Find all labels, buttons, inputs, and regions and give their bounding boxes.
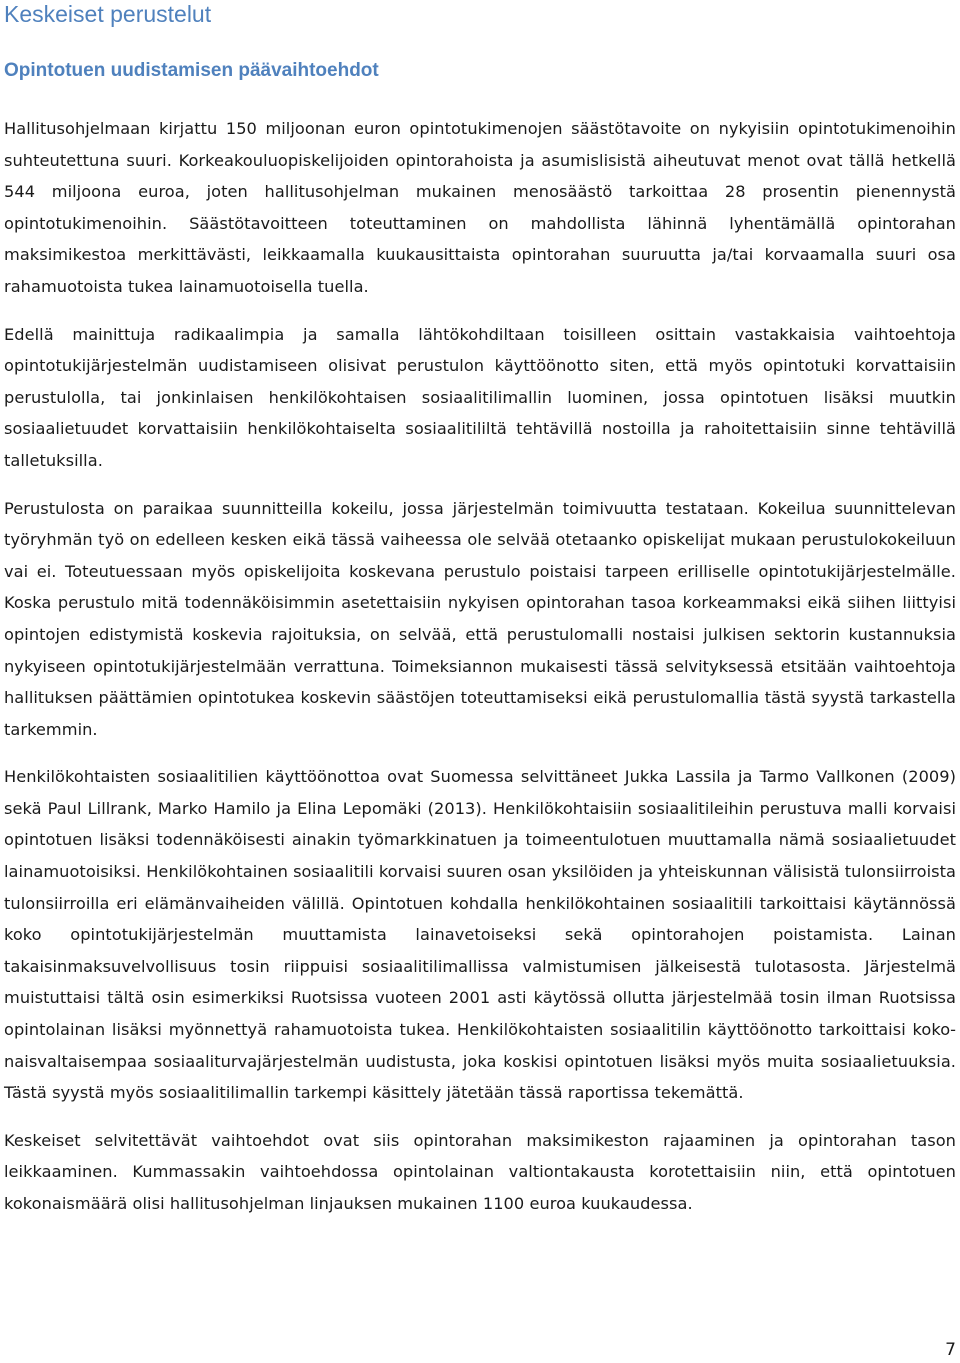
paragraph-5: Keskeiset selvitettävät vaihtoehdot ovat siis opintorahan maksimikeston rajaaminen ja opintorahan tason leikkaaminen. Kummassakin vaihtoehdossa opintolainan valtiontakausta korotettaisiin niin, että opintotuen kokonaismäärä olisi hallitusohjelman linjauksen mukainen 1100 euroa kuukaudessa. <box>4 1130 956 1213</box>
subsection-heading: Opintotuen uudistamisen päävaihtoehdot <box>4 60 379 81</box>
page-number: 7 <box>945 1340 956 1360</box>
paragraph-3: Perustulosta on paraikaa suunnitteilla kokeilu, jossa järjestelmän toimivuutta testataan. Kokeilua suunnittelevan työryhmän työ on edelleen kesken eikä tässä vaiheessa ole selvää otetaanko opiskelijat mukaan perustulokokeiluun vai ei. Toteutuessaan myös opiskelijoita koskevana perustulo poistaisi tarpeen erilliselle opintotukijärjestelmälle. Koska perustulo mitä todennäköisimmin asetettaisiin nykyisen opintorahan tasoa korkeammaksi eikä siihen liittyisi opintojen edistymistä koskevia rajoituksia, on selvää, että perustulomalli nostaisi julkisen sektorin kustannuksia nykyiseen opintotukijärjestelmään verrattuna. Toimeksiannon mukaisesti tässä selvityksessä etsitään vaihtoehtoja hallituksen päättämien opintotukea koskevin säästöjen toteuttamiseksi eikä perustulomallia tästä syystä tarkastella tarkemmin. <box>4 498 956 739</box>
paragraph-4: Henkilökohtaisten sosiaalitilien käyttöönottoa ovat Suomessa selvittäneet Jukka Lassila ja Tarmo Vallkonen (2009) sekä Paul Lillrank, Marko Hamilo ja Elina Lepomäki (2013). Henkilökohtaisiin sosiaalitileihin perustuva malli korvaisi opintotuen lisäksi todennäköisesti ainakin työmarkkinatuen ja toimeentulotuen muuttamalla nämä sosiaalietuudet lainamuotoisiksi. Henkilökohtainen sosiaalitili korvaisi suuren osan yksilöiden ja yhteiskunnan välisistä tulonsiirroista tulonsiirroilla eri elämänvaiheiden välillä. Opintotuen kohdalla henkilökohtainen sosiaalitili tarkoittaisi käytännössä koko opintotukijärjestelmän muuttamista lainavetoiseksi sekä opintorahojen poistamista. Lainan takaisinmaksuvelvollisuus tosin riippuisi sosiaalitilimallissa valmistumisen jälkeisestä tulotasosta. Järjestelmä muistuttaisi tältä osin esimerkiksi Ruotsissa vuoteen 2001 asti käytössä ollutta järjestelmää tosin ilman Ruotsissa opintolainan lisäksi myönnettyä rahamuotoista tukea. Henkilökohtaisten sosiaalitilin käyttöönotto tarkoittaisi kokonaisvaltaisempaa sosiaaliturvajärjestelmän uudistusta, joka koskisi opintotuen lisäksi myös muita sosiaalietuuksia. Tästä syystä myös sosiaalitilimallin tarkempi käsittely jätetään tässä raportissa tekemättä. <box>4 767 956 1103</box>
paragraph-2: Edellä mainittuja radikaalimpia ja samalla lähtökohdiltaan toisilleen osittain vastakkaisia vaihtoehtoja opintotukijärjestelmän uudistamiseen olisivat perustulon käyttöönotto siten, että myös opintotuki korvattaisiin perustulolla, tai jonkinlaisen henkilökohtaisen sosiaalitilimallin luominen, jossa opintotuen lisäksi muutkin sosiaalietuudet korvattaisiin henkilökohtaiselta sosiaalitililtä tehtävillä nostoilla ja rahoitettaisiin sinne tehtävillä talletuksilla. <box>4 324 956 470</box>
paragraph-1: Hallitusohjelmaan kirjattu 150 miljoonan euron opintotukimenojen säästötavoite on nykyisiin opintotukimenoihin suhteutettuna suuri. Korkeakouluopiskelijoiden opintorahoista ja asumislisistä aiheutuvat menot ovat tällä hetkellä 544 miljoona euroa, joten hallitusohjelman mukainen menosäästö tarkoittaa 28 prosentin pienennystä opintotukimenoihin. Säästötavoitteen toteuttaminen on mahdollista lähinnä lyhentämällä opintorahan maksimikestoa merkittävästi, leikkaamalla kuukausittaista opintorahan suuruutta ja/tai korvaamalla suuri osa rahamuotoista tukea lainamuotoisella tuella. <box>4 119 956 296</box>
section-heading: Keskeiset perustelut <box>4 1 212 27</box>
body-text <box>4 113 956 1236</box>
